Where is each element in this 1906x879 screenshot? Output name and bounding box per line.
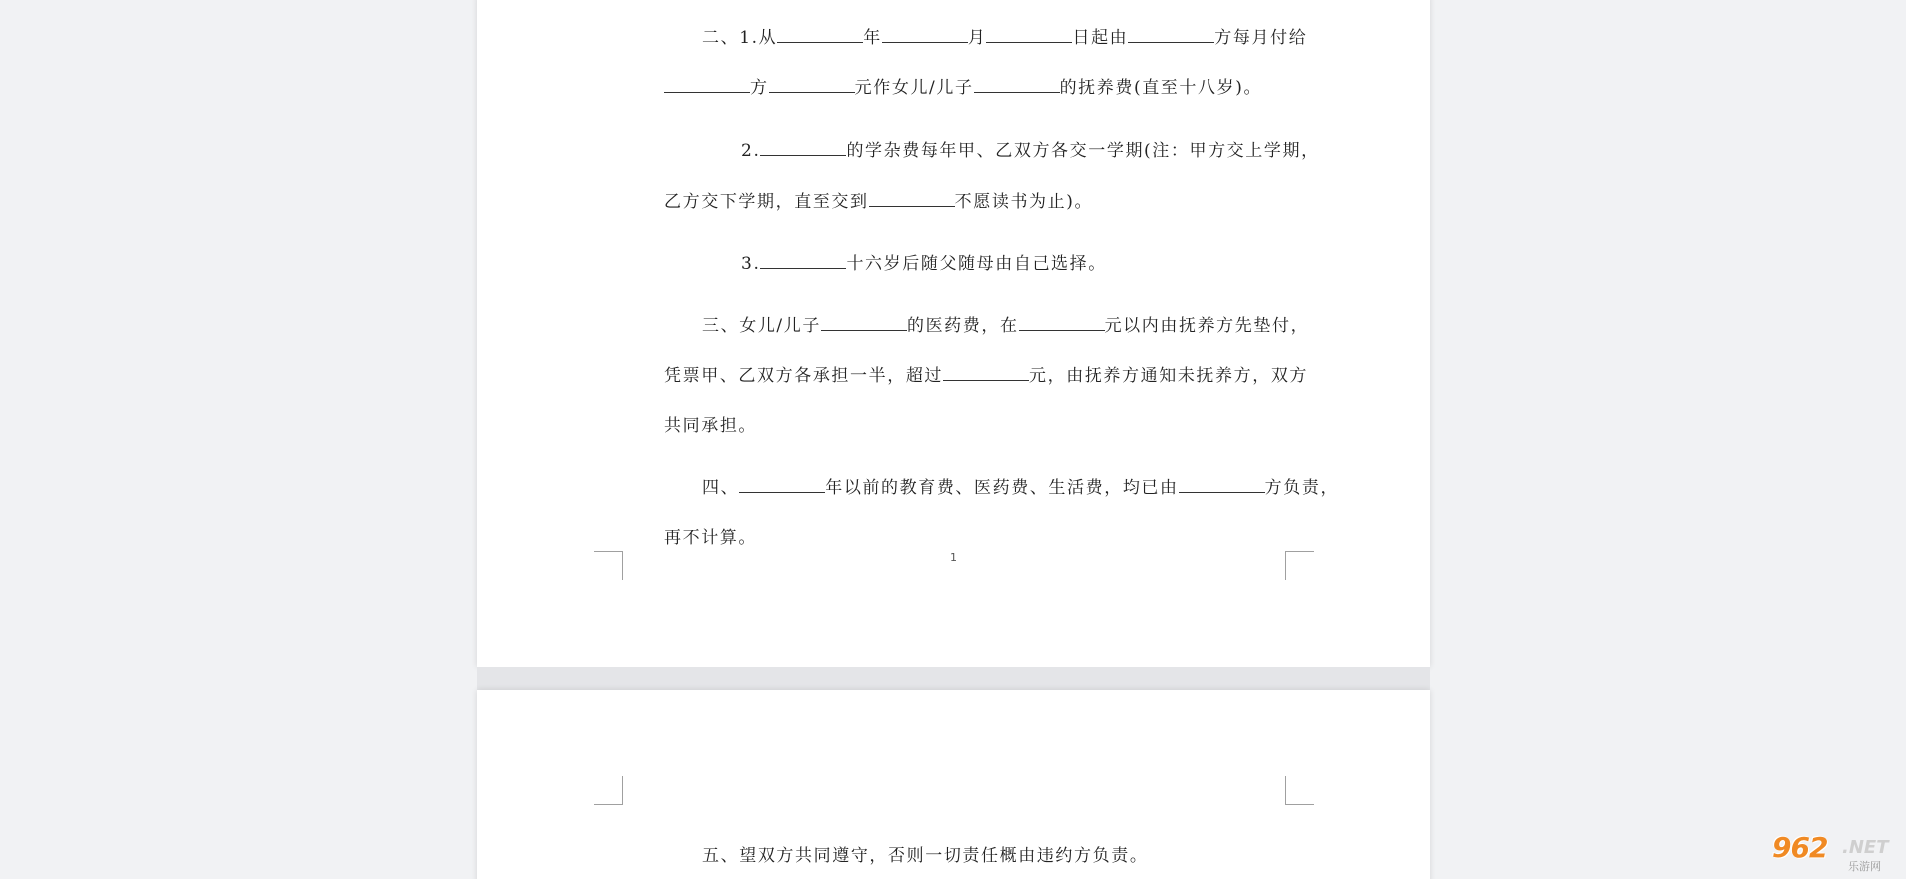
fill-blank: [1019, 314, 1105, 331]
document-page-2: [477, 690, 1430, 879]
text-line: [660, 452, 1339, 524]
text-segment: 的医药费，在: [906, 316, 1019, 336]
text-segment: 十六岁后随父随母由自己选择。: [846, 254, 1107, 274]
text-segment: 元，由抚养方通知未抚养方，双方: [1029, 366, 1309, 386]
watermark-brand: 962: [1772, 831, 1828, 864]
watermark-suffix: .NET: [1842, 837, 1889, 858]
text-segment: 凭票甲、乙双方各承担一半，超过: [664, 366, 944, 386]
text-segment: 年: [863, 28, 882, 48]
text-segment: 五、望双方共同遵守，否则一切责任概由违约方负责。: [702, 846, 1149, 866]
page-gap: [477, 667, 1430, 690]
text-segment: 月: [967, 28, 987, 48]
text-line: [660, 820, 1148, 879]
fill-blank: [882, 26, 968, 43]
fill-blank: [664, 76, 750, 93]
text-segment: 元以内由抚养方先垫付，: [1104, 316, 1310, 336]
fill-blank: [986, 26, 1072, 43]
text-segment: 2.: [741, 141, 761, 161]
text-segment: 共同承担。: [664, 416, 758, 436]
fill-blank: [760, 252, 846, 269]
text-segment: 年以前的教育费、医药费、生活费，均已由: [825, 478, 1179, 498]
margin-corner-mark: [1285, 551, 1314, 580]
text-segment: 不愿读书为止)。: [954, 192, 1094, 212]
document-page-1: [477, 0, 1430, 667]
fill-blank: [777, 26, 863, 43]
fill-blank: [1179, 476, 1265, 493]
text-segment: 四、: [702, 478, 740, 498]
site-watermark-logo: [1768, 831, 1900, 875]
text-segment: 的抚养费(直至十八岁)。: [1059, 78, 1263, 98]
text-segment: 三、女儿/儿子: [702, 316, 821, 336]
text-segment: 乙方交下学期，直至交到: [664, 192, 869, 212]
text-segment: 方每月付给: [1214, 28, 1308, 48]
text-segment: 再不计算。: [664, 528, 758, 548]
text-segment: 3.: [741, 254, 761, 274]
fill-blank: [974, 76, 1060, 93]
margin-corner-mark: [594, 551, 623, 580]
margin-corner-mark: [594, 776, 623, 805]
fill-blank: [1128, 26, 1214, 43]
fill-blank: [769, 76, 855, 93]
text-segment: 方负责，: [1264, 478, 1340, 498]
fill-blank: [739, 476, 825, 493]
watermark-subtitle: 乐游网: [1848, 860, 1881, 873]
text-segment: 二、1.从: [702, 28, 778, 48]
fill-blank: [943, 364, 1029, 381]
text-segment: 日起由: [1072, 28, 1129, 48]
fill-blank: [821, 314, 907, 331]
text-segment: 方: [750, 78, 769, 98]
text-segment: 的学杂费每年甲、乙双方各交一学期(注：甲方交上学期，: [846, 141, 1320, 161]
fill-blank: [869, 190, 955, 207]
fill-blank: [760, 139, 846, 156]
margin-corner-mark: [1285, 776, 1314, 805]
text-segment: 元作女儿/儿子: [854, 78, 974, 98]
text-line: [622, 52, 1262, 124]
page-number: 1: [950, 551, 957, 564]
